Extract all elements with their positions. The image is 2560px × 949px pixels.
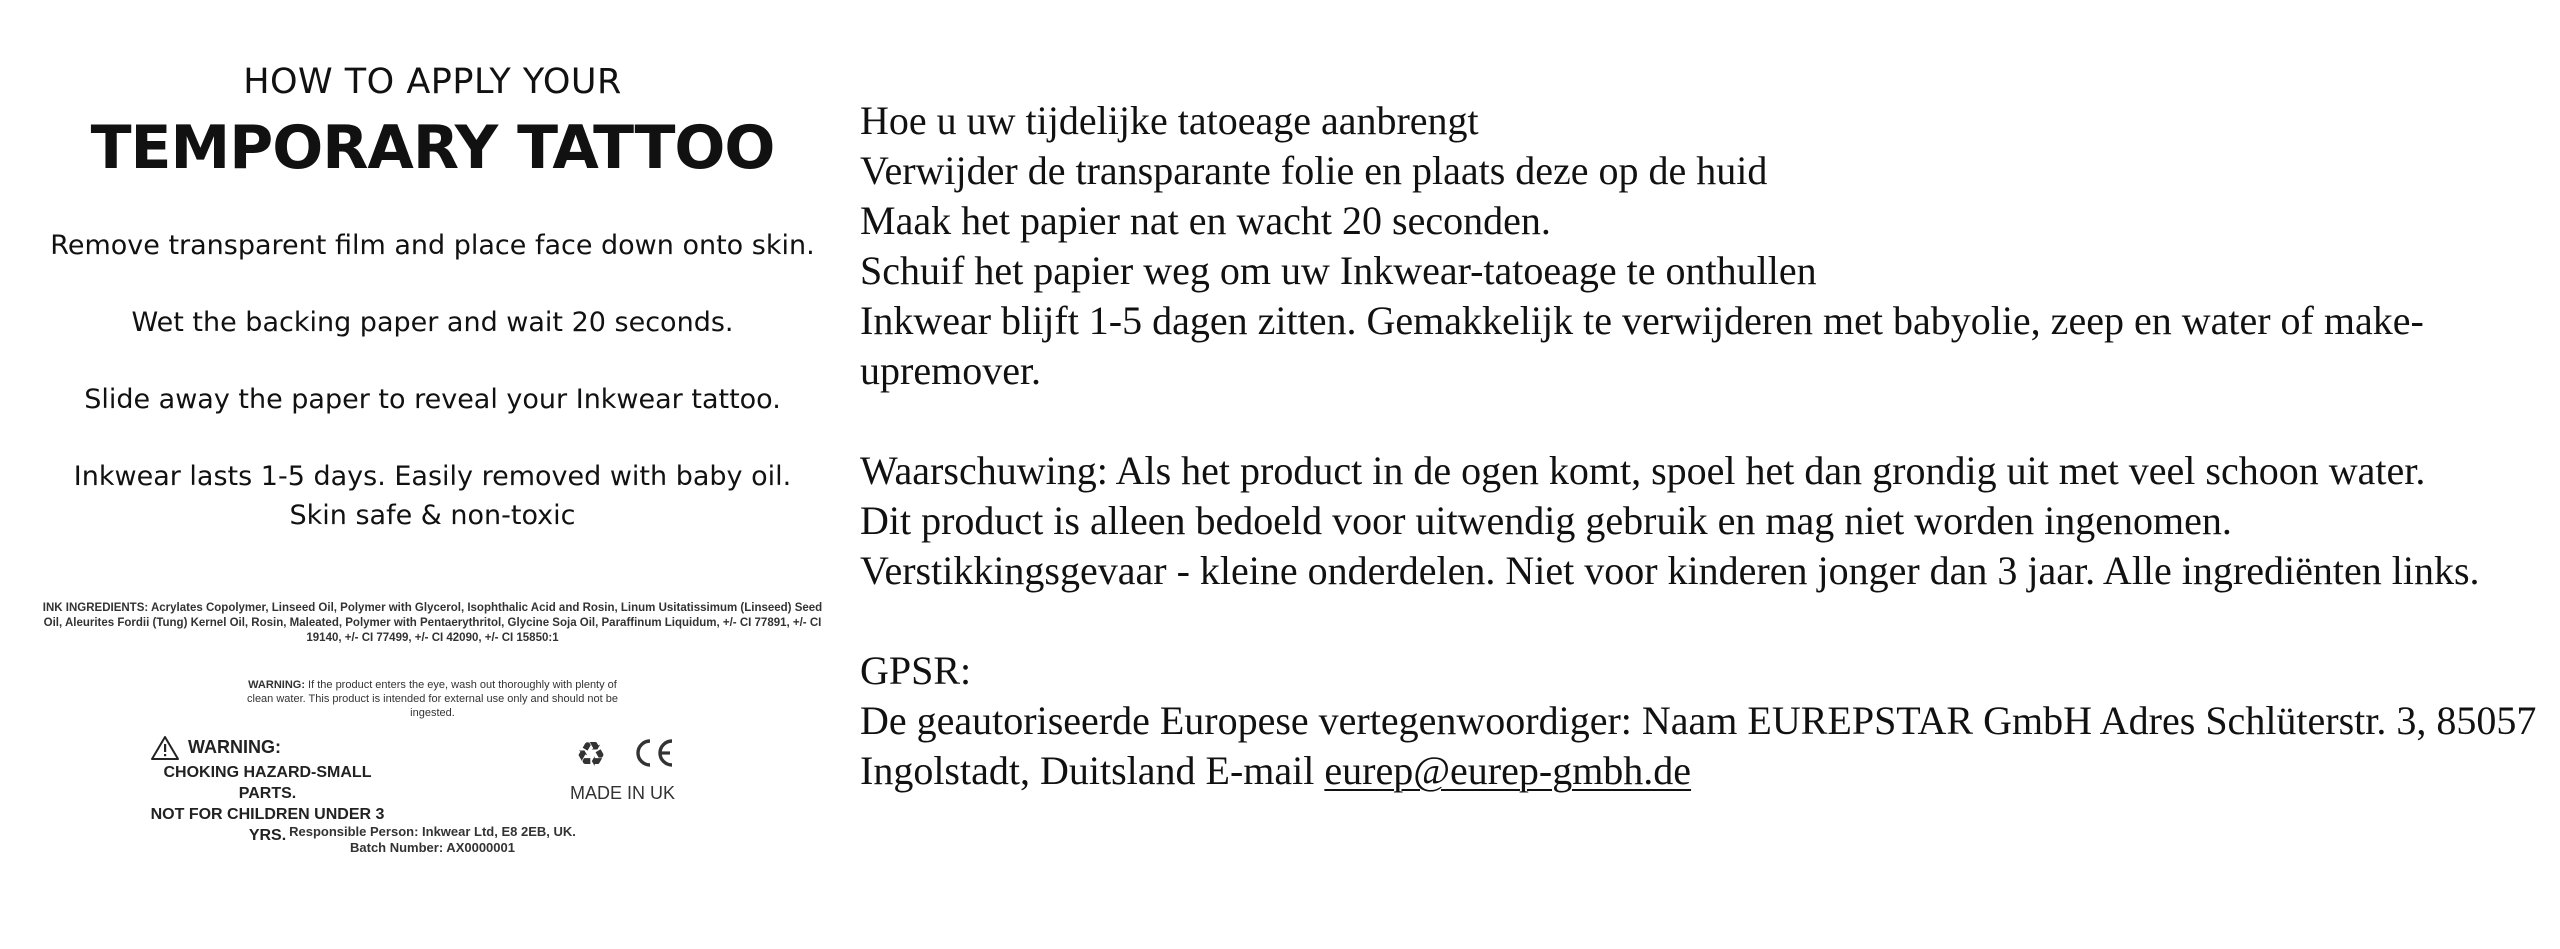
certification-marks xyxy=(545,732,685,804)
dutch-warning-line: Verstikkingsgevaar - kleine onderdelen. Niet voor kinderen jonger dan 3 jaar. Alle ingrediënten links. xyxy=(860,548,2480,593)
step-slide-paper: Slide away the paper to reveal your Inkwear tattoo. xyxy=(84,384,781,415)
dutch-warning-line: Waarschuwing: Als het product in de ogen komt, spoel het dan grondig uit met veel schoon water. xyxy=(860,448,2426,493)
dutch-line: Schuif het papier weg om uw Inkwear-tatoeage te onthullen xyxy=(860,248,1817,293)
ingredients-label: INK INGREDIENTS: xyxy=(42,602,149,614)
step-wet-paper: Wet the backing paper and wait 20 seconds. xyxy=(131,307,734,338)
dutch-line: Hoe u uw tijdelijke tatoeage aanbrengt xyxy=(860,98,1479,143)
ce-mark-icon xyxy=(630,736,676,770)
eye-warning-text: If the product enters the eye, wash out thoroughly with plenty of clean water. This product is intended for external use only and should not be ingested. xyxy=(247,679,618,719)
batch-number: Batch Number: AX0000001 xyxy=(350,840,515,855)
step-remove-film: Remove transparent film and place face down onto skin. xyxy=(50,230,815,261)
hazard-title: WARNING: xyxy=(188,737,281,757)
dutch-instructions xyxy=(860,96,2550,796)
warning-triangle-icon xyxy=(150,735,180,761)
step-duration xyxy=(30,457,835,535)
responsible-line: Responsible Person: Inkwear Ltd, E8 2EB, UK. xyxy=(289,824,576,839)
choking-hazard-warning xyxy=(150,732,385,846)
tattoo-instruction-label xyxy=(30,60,835,856)
svg-text:♻: ♻ xyxy=(575,735,607,772)
dutch-line: Maak het papier nat en wacht 20 seconden. xyxy=(860,198,1551,243)
eye-warning xyxy=(238,678,628,720)
gpsr-details xyxy=(860,696,2550,796)
hazard-line-1: CHOKING HAZARD-SMALL PARTS. xyxy=(163,764,372,802)
gpsr-text: De geautoriseerde Europese vertegenwoordiger: Naam EUREPSTAR GmbH Adres Schlüterstr. 3, 85057 Ingolstadt, Duitsland E-mail xyxy=(860,698,2537,793)
dutch-line: Verwijder de transparante folie en plaats deze op de huid xyxy=(860,148,1768,193)
recycle-icon xyxy=(572,734,610,772)
dutch-line: Inkwear blijft 1-5 dagen zitten. Gemakkelijk te verwijderen met babyolie, zeep en water of make-upremover. xyxy=(860,298,2424,393)
paragraph-gap xyxy=(860,596,2550,646)
application-steps xyxy=(30,226,835,535)
dutch-warning-line: Dit product is alleen bedoeld voor uitwendig gebruik en mag niet worden ingenomen. xyxy=(860,498,2232,543)
duration-line: Inkwear lasts 1-5 days. Easily removed with baby oil. xyxy=(73,461,792,492)
ingredients-text: Acrylates Copolymer, Linseed Oil, Polymer with Glycerol, Isophthalic Acid and Rosin, Linum Usitatissimum (Linseed) Seed Oil, Aleurites Fordii (Tung) Kernel Oil, Rosin, Maleated, Polymer with Pentaerythritol, Glycine Soja Oil, Paraffinum Liquidum, +/- CI 77891, +/- CI 19140, +/- CI 77499, +/- CI 42090, +/- CI 15850:1 xyxy=(43,602,823,644)
gpsr-title: GPSR: xyxy=(860,648,972,693)
made-in-uk: MADE IN UK xyxy=(570,783,676,803)
email-link[interactable]: eurep@eurep-gmbh.de xyxy=(1324,748,1692,793)
skin-safe-line: Skin safe & non-toxic xyxy=(289,500,576,531)
hazard-line-2: NOT FOR CHILDREN UNDER 3 YRS. xyxy=(150,806,385,844)
paragraph-gap xyxy=(860,396,2550,446)
eye-warning-label: WARNING: xyxy=(248,679,305,691)
label-subheading: HOW TO APPLY YOUR xyxy=(243,62,622,102)
ink-ingredients xyxy=(30,601,835,646)
label-title: TEMPORARY TATTOO xyxy=(90,113,775,183)
